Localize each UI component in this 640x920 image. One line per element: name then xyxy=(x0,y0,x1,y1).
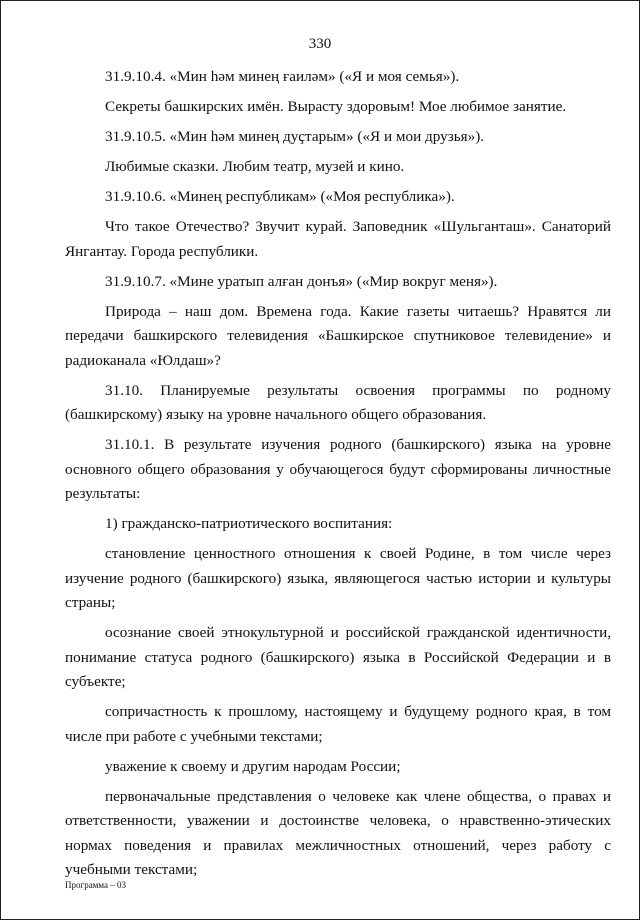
list-item: уважение к своему и другим народам России; xyxy=(105,757,401,775)
list-item: первоначальные представления о человеке как члене общества, о правах и ответственности, уважении и достоинстве человека, о нравственно-этических нормах поведения и правилах межличностных отношений, через работу с учебными текстами; xyxy=(65,787,611,878)
section-heading-31-10-1: 31.10.1. В результате изучения родного (башкирского) языка на уровне основного общего образования у обучающегося будут сформированы личностные результаты: xyxy=(65,436,611,502)
page-footer: Программа – 03 xyxy=(65,880,127,890)
list-item: сопричастность к прошлому, настоящему и будущему родного края, в том числе при работе с учебными текстами; xyxy=(65,703,611,745)
paragraph: Любимые сказки. Любим театр, музей и кино. xyxy=(105,158,405,175)
section-heading-31-9-10-6: 31.9.10.6. «Минең республикам» («Моя республика»). xyxy=(105,188,455,205)
section-heading-31-9-10-5: 31.9.10.5. «Мин һәм минең дуҫтарым» («Я и мои друзья»). xyxy=(105,128,485,145)
paragraph: Природа – наш дом. Времена года. Какие газеты читаешь? Нравятся ли передачи башкирского телевидения «Башкирское спутниковое телевидение» и радиоканала «Юлдаш»? xyxy=(65,302,611,369)
section-heading-31-9-10-7: 31.9.10.7. «Мине уратып алған донъя» («Мир вокруг меня»). xyxy=(105,272,498,290)
list-item: становление ценностного отношения к своей Родине, в том числе через изучение родного (башкирского) языка, являющегося частью истории и культуры страны; xyxy=(65,545,611,611)
section-heading-31-10: 31.10. Планируемые результаты освоения программы по родному (башкирскому) языку на уровне начального общего образования. xyxy=(65,381,611,423)
paragraph: Секреты башкирских имён. Вырасту здоровым! Мое любимое занятие. xyxy=(105,98,567,115)
document-body xyxy=(65,65,611,888)
paragraph: Что такое Отечество? Звучит курай. Заповедник «Шульганташ». Санаторий Янгантау. Города республики. xyxy=(65,218,611,260)
list-item: осознание своей этнокультурной и российской гражданской идентичности, понимание статуса родного (башкирского) языка в Российской Федерации и в субъекте; xyxy=(65,624,611,690)
list-heading: 1) гражданско-патриотического воспитания: xyxy=(105,515,393,532)
page-number: 330 xyxy=(308,36,332,52)
section-heading-31-9-10-4: 31.9.10.4. «Мин һәм минең ғаиләм» («Я и моя семья»). xyxy=(105,68,460,85)
